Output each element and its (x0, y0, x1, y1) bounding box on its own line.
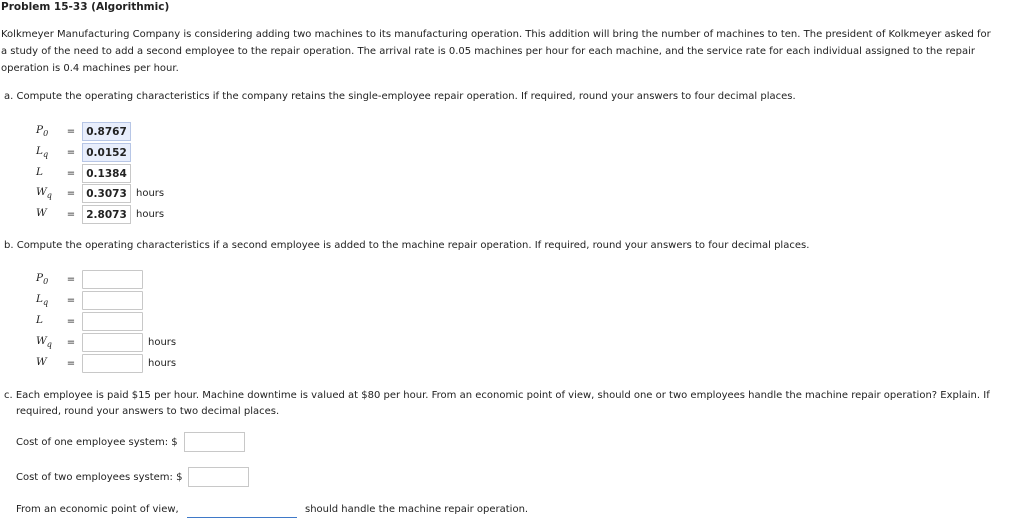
wq-unit: hours (136, 188, 165, 199)
w-input[interactable] (82, 354, 143, 373)
part-b-row-p0 (36, 270, 143, 289)
wq-answer-field[interactable]: 0.3073 (82, 184, 131, 203)
w-unit: hours (148, 358, 177, 369)
equals-sign: = (66, 168, 76, 179)
equals-sign: = (66, 295, 76, 306)
symbol-p0: $P_0$ (36, 272, 49, 287)
equals-sign: = (66, 274, 76, 285)
equals-sign: = (66, 337, 76, 348)
intro-line-2: a study of the need to add a second employee to the repair operation. The arrival rate is 0.05 machines per hour for each machine, and the service rate for each individual assigned to the repair (1, 46, 976, 57)
cost-one-input[interactable] (184, 432, 245, 452)
l-input[interactable] (82, 312, 143, 331)
l-answer-field[interactable]: 0.1384 (82, 164, 131, 183)
equals-sign: = (66, 147, 76, 158)
economic-view-label: From an economic point of view, (16, 504, 179, 515)
wq-unit: hours (148, 337, 177, 348)
equals-sign: = (66, 126, 76, 137)
part-b-question: b. Compute the operating characteristics if a second employee is added to the machine repair operation. If required, round your answers to four decimal places. (4, 240, 810, 251)
part-a-row-wq (36, 184, 164, 203)
equals-sign: = (66, 188, 76, 199)
symbol-l: L (36, 166, 43, 179)
part-b-row-w (36, 354, 176, 373)
cost-two-row (16, 467, 249, 487)
equals-sign: = (66, 358, 76, 369)
economic-choice-dropdown[interactable] (187, 505, 297, 518)
part-b-row-l (36, 312, 143, 331)
cost-two-label: Cost of two employees system: $ (16, 471, 183, 483)
problem-title: Problem 15-33 (Algorithmic) (1, 1, 170, 13)
lq-input[interactable] (82, 291, 143, 310)
cost-one-row (16, 432, 245, 452)
p0-answer-field[interactable]: 0.8767 (82, 122, 131, 141)
intro-line-1: Kolkmeyer Manufacturing Company is considering adding two machines to its manufacturing operation. This addition will bring the number of machines to ten. The president of Kolkmeyer asked for (1, 29, 991, 40)
symbol-p0: $P_0$ (36, 124, 49, 139)
equals-sign: = (66, 316, 76, 327)
part-b-row-wq (36, 333, 176, 352)
wq-input[interactable] (82, 333, 143, 352)
intro-line-3: operation is 0.4 machines per hour. (1, 63, 179, 74)
symbol-wq: $W_q$ (36, 186, 52, 201)
cost-two-input[interactable] (188, 467, 249, 487)
part-c-question: c. Each employee is paid $15 per hour. Machine downtime is valued at $80 per hour. From an economic point of view, should one or two employees handle the machine repair operation? Explain. If required, round your answers to two decimal places. (4, 390, 990, 417)
symbol-w: W (36, 356, 47, 369)
part-a-question: a. Compute the operating characteristics if the company retains the single-employee repair operation. If required, round your answers to four decimal places. (4, 91, 796, 102)
economic-view-suffix: should handle the machine repair operation. (305, 504, 529, 515)
problem-intro (1, 26, 1021, 77)
lq-answer-field[interactable]: 0.0152 (82, 143, 131, 162)
cost-one-label: Cost of one employee system: $ (16, 436, 178, 448)
part-a-row-w (36, 205, 164, 224)
symbol-wq: $W_q$ (36, 335, 52, 350)
symbol-w: W (36, 207, 47, 220)
part-a-row-lq (36, 143, 131, 162)
w-unit: hours (136, 209, 165, 220)
p0-input[interactable] (82, 270, 143, 289)
part-b-row-lq (36, 291, 143, 310)
equals-sign: = (66, 209, 76, 220)
symbol-lq: $L_q$ (36, 293, 49, 308)
w-answer-field[interactable]: 2.8073 (82, 205, 131, 224)
symbol-lq: $L_q$ (36, 145, 49, 160)
symbol-l: L (36, 314, 43, 327)
part-a-row-p0 (36, 122, 131, 141)
part-a-row-l (36, 164, 131, 183)
